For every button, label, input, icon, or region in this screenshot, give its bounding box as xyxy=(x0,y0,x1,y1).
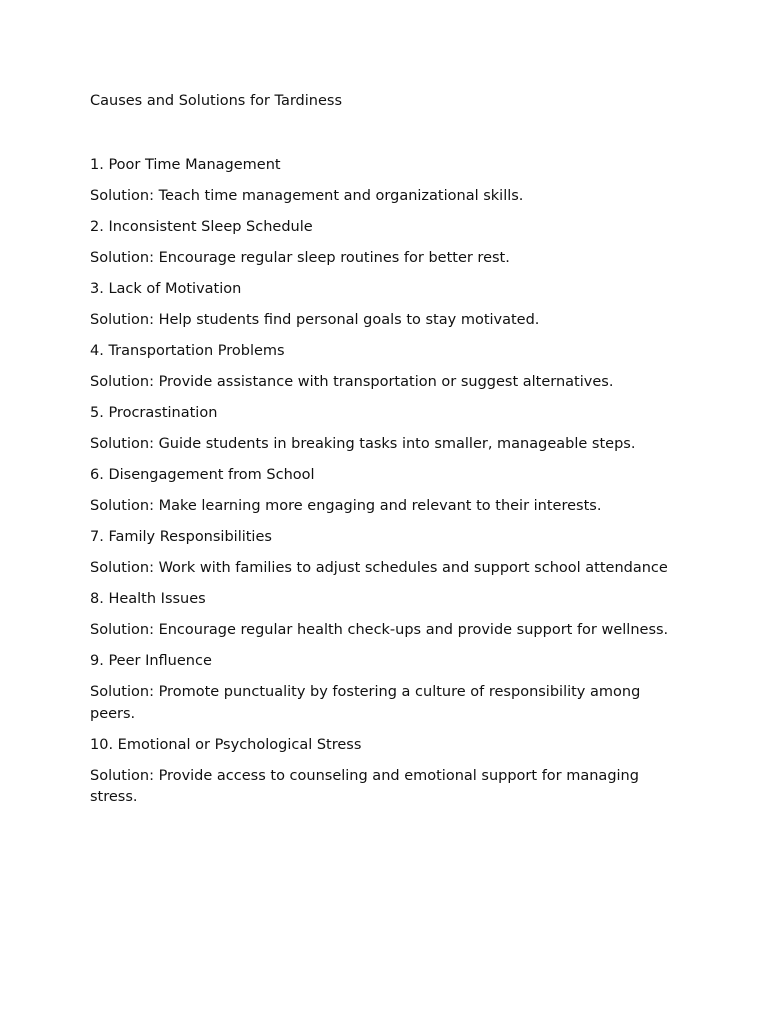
list-item xyxy=(90,155,678,208)
list-item xyxy=(90,735,678,809)
solution-text: Solution: Make learning more engaging and relevant to their interests. xyxy=(90,498,602,514)
document-title: Causes and Solutions for Tardiness xyxy=(90,93,343,109)
list-item xyxy=(90,279,678,332)
solution-text: Solution: Guide students in breaking tasks into smaller, manageable steps. xyxy=(90,436,636,452)
cause-heading: 3. Lack of Motivation xyxy=(90,281,242,297)
list-item xyxy=(90,527,678,580)
list-item xyxy=(90,589,678,642)
cause-heading: 8. Health Issues xyxy=(90,591,206,607)
cause-heading: 6. Disengagement from School xyxy=(90,467,315,483)
list-item xyxy=(90,341,678,394)
solution-text: Solution: Encourage regular health check-ups and provide support for wellness. xyxy=(90,622,669,638)
solution-text: Solution: Teach time management and organizational skills. xyxy=(90,188,524,204)
cause-heading: 2. Inconsistent Sleep Schedule xyxy=(90,219,313,235)
list-item xyxy=(90,403,678,456)
solution-text: Solution: Promote punctuality by fostering a culture of responsibility among peers. xyxy=(90,684,641,722)
cause-heading: 7. Family Responsibilities xyxy=(90,529,272,545)
list-item xyxy=(90,217,678,270)
cause-heading: 5. Procrastination xyxy=(90,405,218,421)
solution-text: Solution: Provide access to counseling and emotional support for managing stress. xyxy=(90,767,639,805)
list-item xyxy=(90,465,678,518)
cause-heading: 10. Emotional or Psychological Stress xyxy=(90,736,362,753)
solution-text: Solution: Encourage regular sleep routines for better rest. xyxy=(90,250,510,266)
solution-text: Solution: Help students find personal goals to stay motivated. xyxy=(90,312,540,328)
cause-solution-list xyxy=(90,155,678,809)
cause-heading: 9. Peer Influence xyxy=(90,653,212,669)
cause-heading: 4. Transportation Problems xyxy=(90,343,285,359)
cause-heading: 1. Poor Time Management xyxy=(90,157,281,173)
list-item xyxy=(90,651,678,725)
solution-text: Solution: Provide assistance with transportation or suggest alternatives. xyxy=(90,374,614,390)
solution-text: Solution: Work with families to adjust schedules and support school attendance xyxy=(90,560,668,576)
